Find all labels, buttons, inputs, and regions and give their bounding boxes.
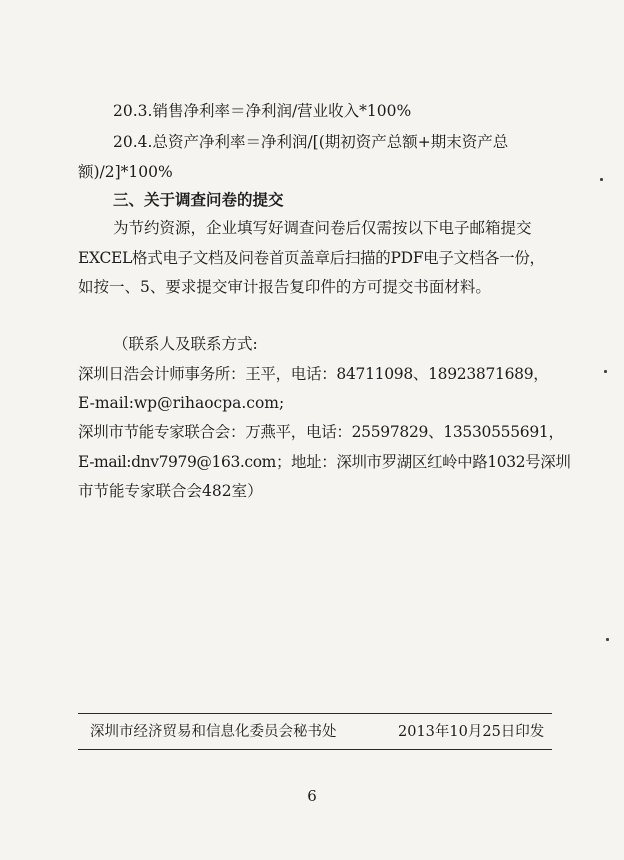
scan-speck xyxy=(604,370,607,373)
paragraph-line-2: EXCEL格式电子文档及问卷首页盖章后扫描的PDF电子文档各一份， xyxy=(78,249,545,267)
scan-speck xyxy=(606,638,609,641)
footer-date: 2013年10月25日印发 xyxy=(398,724,545,740)
footer-issuer: 深圳市经济贸易和信息化委员会秘书处 xyxy=(90,724,337,740)
page-number: 6 xyxy=(307,787,317,805)
footer-bottom-rule xyxy=(78,749,552,750)
formula-20-3: 20.3.销售净利率＝净利润/营业收入*100% xyxy=(113,102,412,120)
scan-speck xyxy=(600,178,603,181)
contact-address-end: 市节能专家联合会482室） xyxy=(78,482,263,500)
paragraph-line-3: 如按一、5、要求提交审计报告复印件的方可提交书面材料。 xyxy=(78,278,491,296)
footer-top-rule xyxy=(78,713,552,714)
section-heading: 三、关于调查问卷的提交 xyxy=(113,190,284,209)
contact-line-1: 深圳日浩会计师事务所：王平，电话：84711098、18923871689， xyxy=(78,365,549,383)
contact-email-1: E-mail:wp@rihaocpa.com; xyxy=(78,394,285,412)
contact-heading: （联系人及联系方式: xyxy=(113,335,258,353)
formula-20-4-continued: 额)/2]*100% xyxy=(78,163,173,181)
formula-20-4: 20.4.总资产净利率＝净利润/[(期初资产总额+期末资产总 xyxy=(113,133,509,151)
contact-email-2: E-mail:dnv7979@163.com；地址：深圳市罗湖区红岭中路1032号深圳 xyxy=(78,453,571,471)
paragraph-line-1: 为节约资源，企业填写好调查问卷后仅需按以下电子邮箱提交 xyxy=(113,219,532,237)
contact-line-2: 深圳市节能专家联合会：万燕平，电话：25597829、13530555691， xyxy=(78,423,564,441)
